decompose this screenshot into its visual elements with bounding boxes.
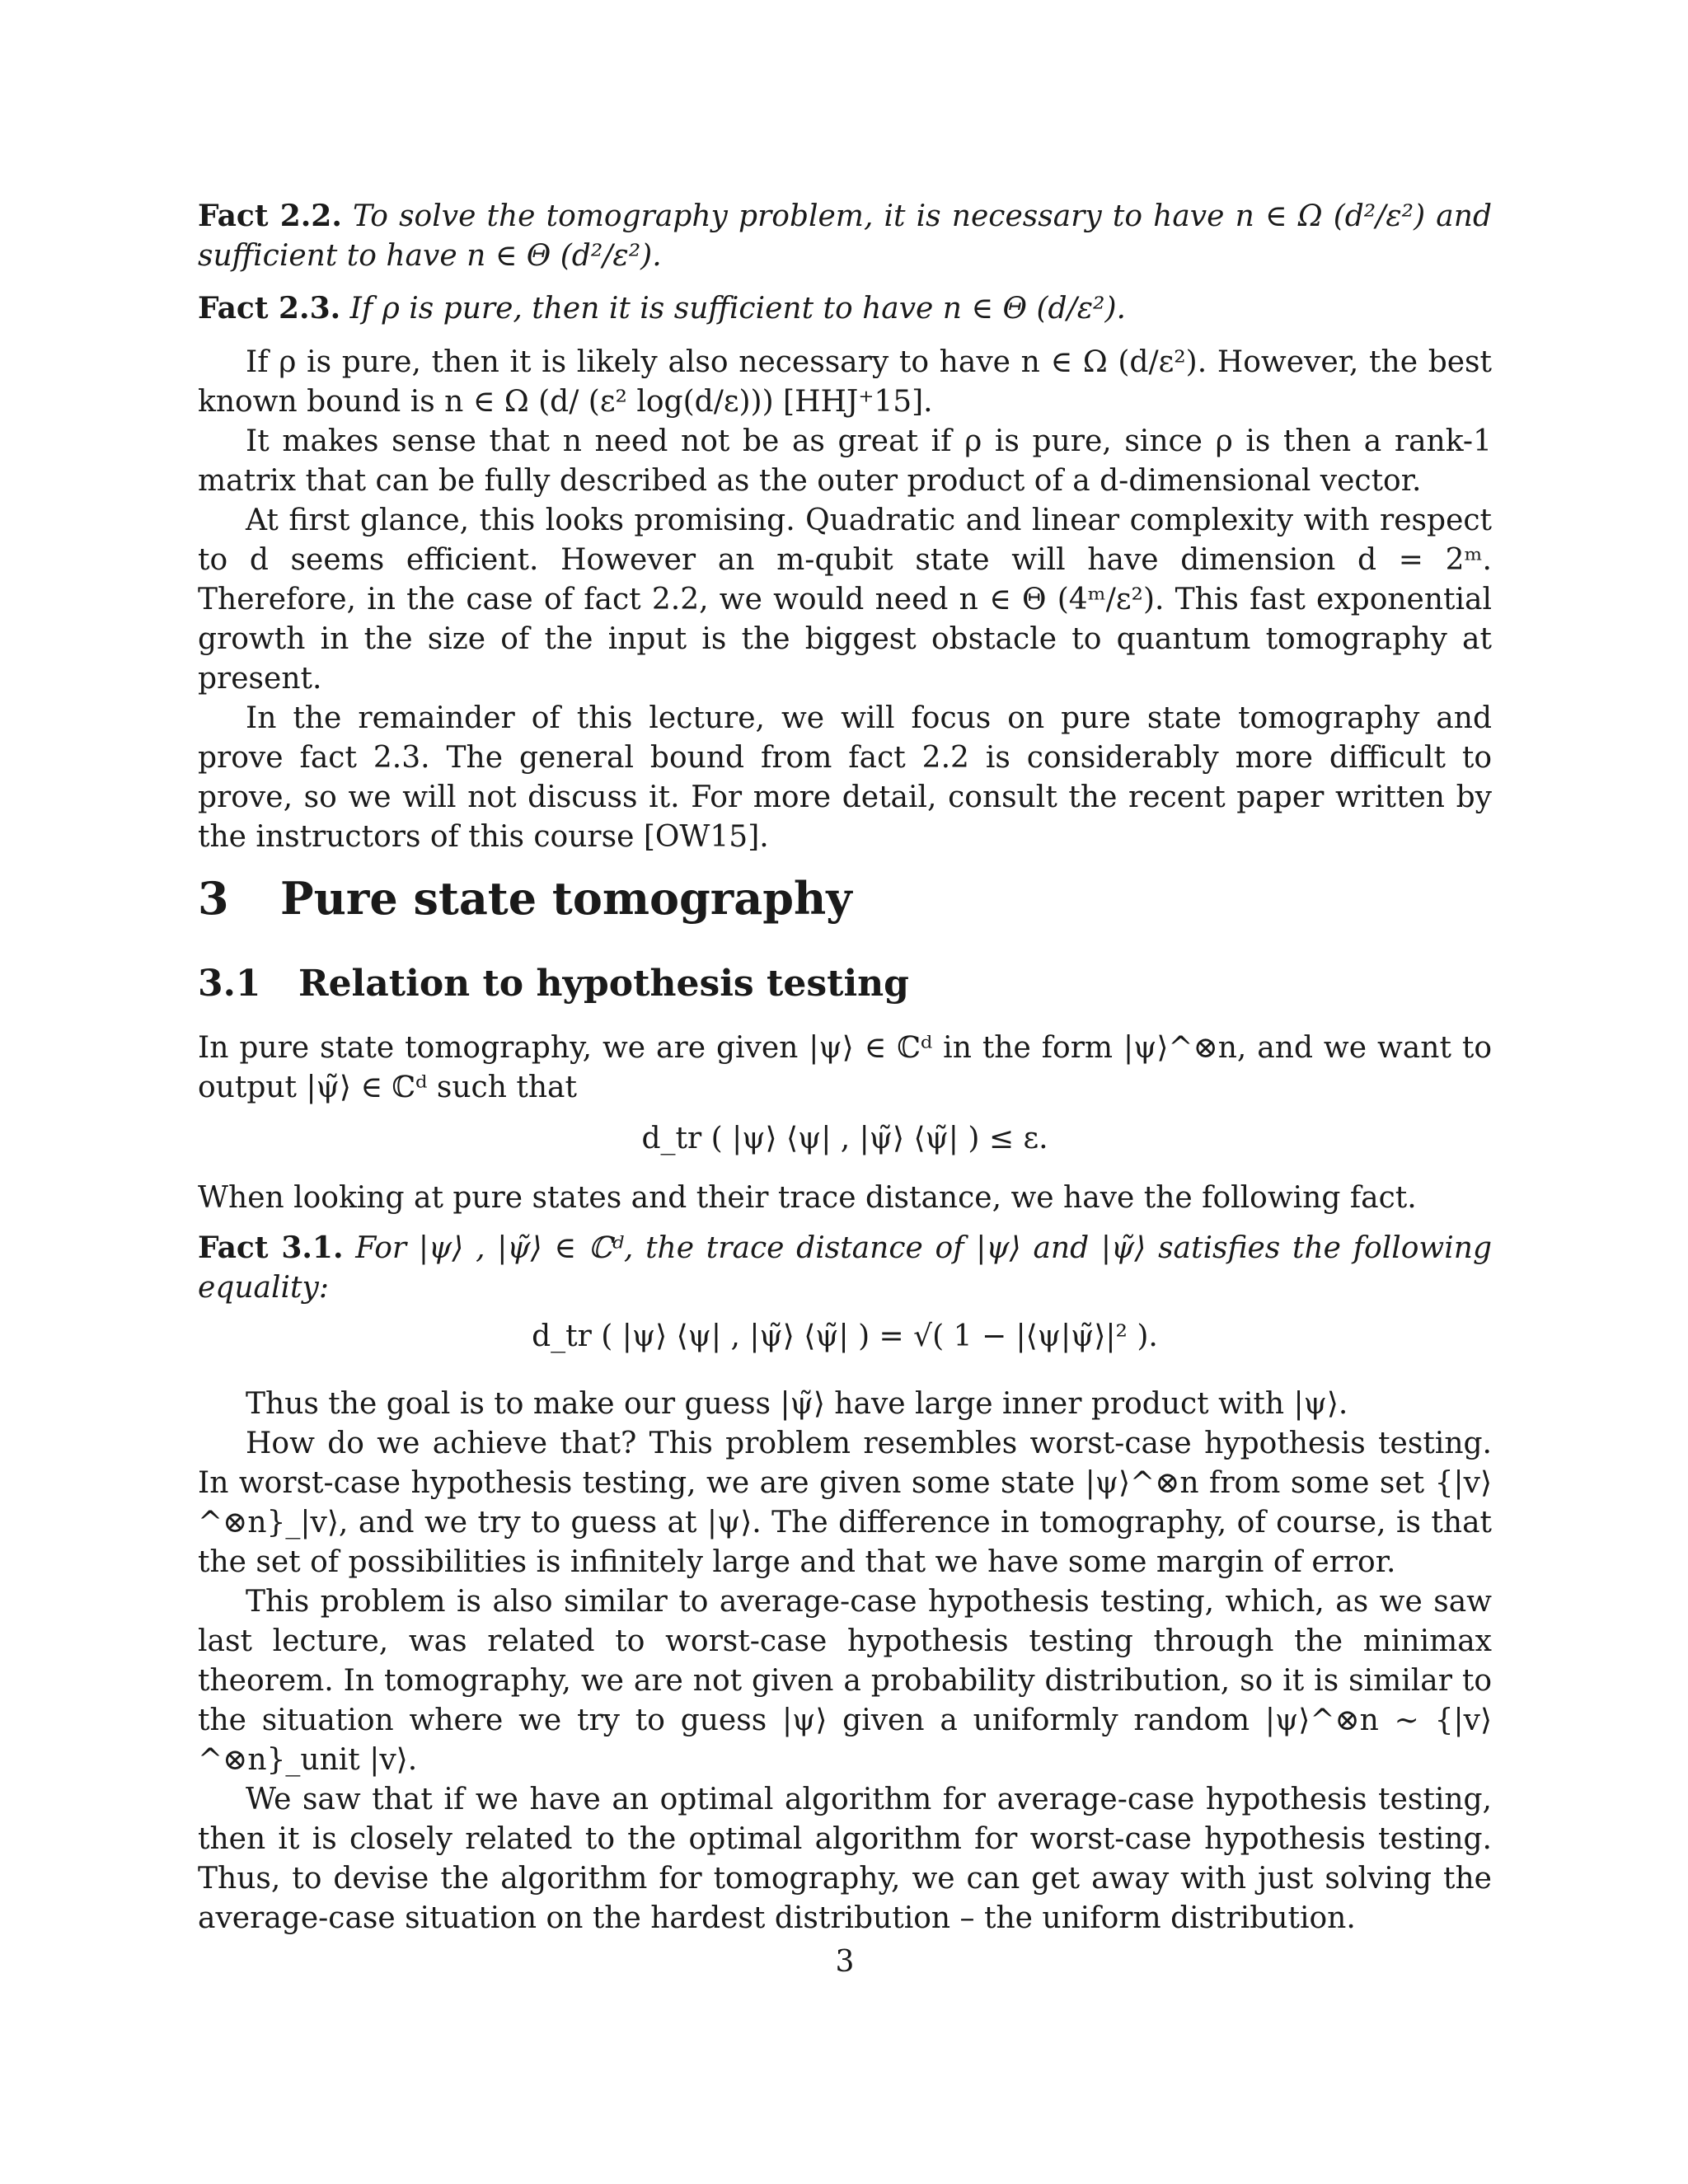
equation-trace-distance-bound: d_tr ( |ψ⟩ ⟨ψ| , |ψ̃⟩ ⟨ψ̃| ) ≤ ε.: [641, 1122, 1048, 1155]
section-number: 3: [198, 872, 229, 925]
fact-label: Fact 3.1.: [198, 1230, 344, 1265]
subsection-number: 3.1: [198, 963, 261, 1005]
fact-label: Fact 2.3.: [198, 291, 341, 326]
paragraph: Thus the goal is to make our guess |ψ̃⟩ have large inner product with |ψ⟩.: [246, 1387, 1348, 1421]
paragraph: When looking at pure states and their trace distance, we have the following fact.: [198, 1181, 1417, 1215]
paragraph: It makes sense that n need not be as great if ρ is pure, since ρ is then a rank-1 matrix that can be fully described as the outer product of a d-dimensional vector.: [198, 424, 1492, 498]
paragraph: In pure state tomography, we are given |ψ⟩ ∈ ℂᵈ in the form |ψ⟩^⊗n, and we want to output |ψ̃⟩ ∈ ℂᵈ such that: [198, 1031, 1492, 1104]
fact-text: If ρ is pure, then it is sufficient to have n ∈ Θ (d/ε²).: [349, 292, 1126, 326]
fact-label: Fact 2.2.: [198, 199, 342, 233]
paragraph: At first glance, this looks promising. Quadratic and linear complexity with respect to d seems efficient. However an m-qubit state will have dimension d = 2ᵐ. Therefore, in the case of fact 2.2, we would need n ∈ Θ (4ᵐ/ε²). This fast exponential growth in the size of the input is the biggest obstacle to quantum tomography at present.: [198, 504, 1492, 696]
fact-text: For |ψ⟩ , |ψ̃⟩ ∈ ℂᵈ, the trace distance of |ψ⟩ and |ψ̃⟩ satisfies the following equality:: [198, 1231, 1492, 1305]
body-paragraphs: [198, 343, 1492, 857]
subsection-title: Relation to hypothesis testing: [298, 963, 909, 1005]
paragraph: How do we achieve that? This problem resembles worst-case hypothesis testing. In worst-case hypothesis testing, we are given some state |ψ⟩^⊗n from some set {|v⟩^⊗n}_|v⟩, and we try to guess at |ψ⟩. The difference in tomography, of course, is that the set of possibilities is infinitely large and that we have some margin of error.: [198, 1427, 1492, 1579]
paragraph: We saw that if we have an optimal algorithm for average-case hypothesis testing, then it is closely related to the optimal algorithm for worst-case hypothesis testing. Thus, to devise the algorithm for tomography, we can get away with just solving the average-case situation on the hardest distribution – the uniform distribution.: [198, 1783, 1492, 1935]
fact-3-1: [198, 1228, 1492, 1308]
page-number: 3: [835, 1945, 855, 1979]
fact-2-2: [198, 196, 1492, 276]
body-paragraphs-2: [198, 1385, 1492, 1938]
section-heading: [198, 874, 852, 923]
fact-2-3: [198, 288, 1492, 329]
paragraph: If ρ is pure, then it is likely also necessary to have n ∈ Ω (d/ε²). However, the best known bound is n ∈ Ω (d/ (ε² log(d/ε))) [HHJ⁺15].: [198, 345, 1492, 419]
paragraph: This problem is also similar to average-case hypothesis testing, which, as we saw last lecture, was related to worst-case hypothesis testing through the minimax theorem. In tomography, we are not given a probability distribution, so it is similar to the situation where we try to guess |ψ⟩ given a uniformly random |ψ⟩^⊗n ∼ {|v⟩^⊗n}_unit |v⟩.: [198, 1585, 1492, 1777]
equation-trace-distance-identity: d_tr ( |ψ⟩ ⟨ψ| , |ψ̃⟩ ⟨ψ̃| ) = √( 1 − |⟨ψ|ψ̃⟩|² ).: [532, 1319, 1158, 1353]
section-title: Pure state tomography: [280, 872, 852, 925]
fact-text: To solve the tomography problem, it is necessary to have n ∈ Ω (d²/ε²) and sufficient to have n ∈ Θ (d²/ε²).: [198, 199, 1492, 273]
paragraph: In the remainder of this lecture, we will focus on pure state tomography and prove fact 2.3. The general bound from fact 2.2 is considerably more difficult to prove, so we will not discuss it. For more detail, consult the recent paper written by the instructors of this course [OW15].: [198, 701, 1492, 854]
subsection-heading: [198, 963, 909, 1005]
